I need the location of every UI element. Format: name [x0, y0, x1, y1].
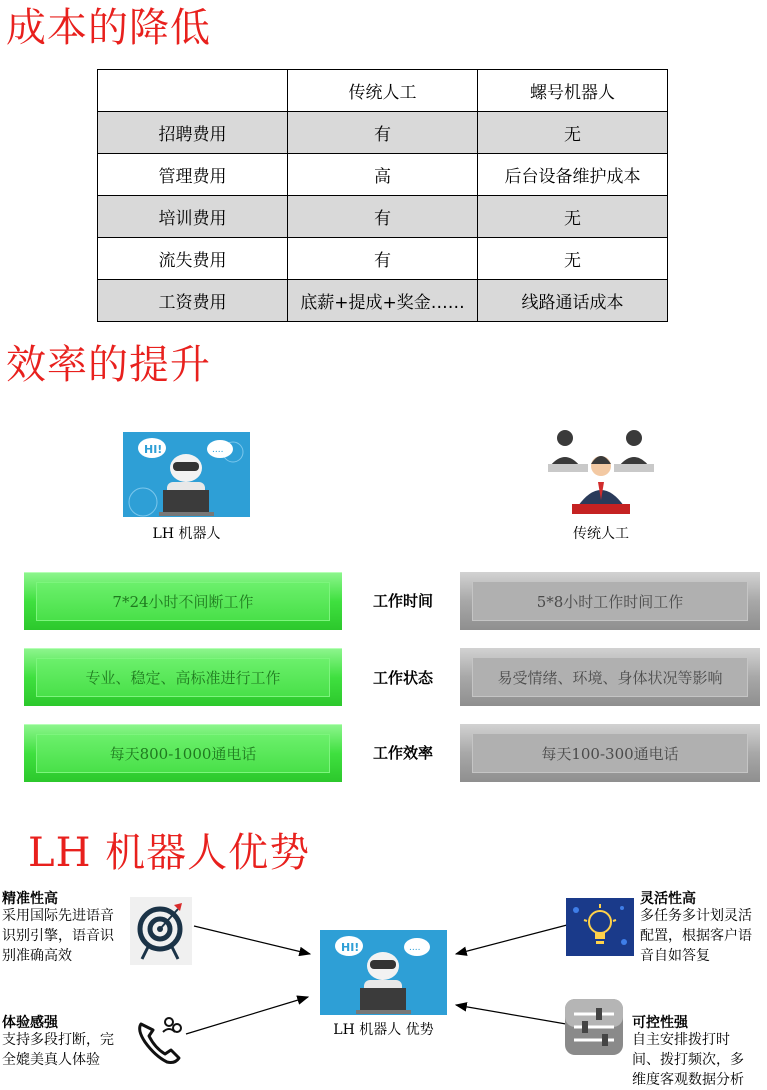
work-time-label: 工作时间 — [372, 592, 433, 610]
table-cell: 后台设备维护成本 — [478, 154, 668, 196]
phone-icon — [133, 1010, 185, 1066]
accuracy-desc-line: 别准确高效 — [2, 948, 72, 964]
table-cell: 工资费用 — [98, 280, 288, 322]
control-title: 可控性强 — [632, 1015, 688, 1031]
cost-title: 成本的降低 — [6, 5, 211, 51]
human-work-efficiency-text: 每天100-300通电话 — [472, 733, 748, 773]
human-work-time-text: 5*8小时工作时间工作 — [472, 581, 748, 621]
table-cell: 管理费用 — [98, 154, 288, 196]
accuracy-desc-line: 采用国际先进语音 — [2, 908, 114, 924]
experience-desc — [2, 1030, 114, 1070]
table-cell: 传统人工 — [288, 70, 478, 112]
table-cell: 培训费用 — [98, 196, 288, 238]
accuracy-title: 精准性高 — [2, 891, 58, 907]
accuracy-desc — [2, 906, 114, 966]
control-desc-line: 间、拨打频次，多 — [632, 1052, 744, 1068]
table-cell: 无 — [478, 196, 668, 238]
flexibility-title: 灵活性高 — [640, 891, 696, 907]
control-desc-line: 自主安排拨打时 — [632, 1032, 730, 1048]
hi-bubble-text: HI! — [341, 941, 360, 954]
flexibility-desc-line: 多任务多计划灵活 — [640, 908, 752, 924]
robot-work-state-text: 专业、稳定、高标准进行工作 — [36, 658, 330, 697]
hi-bubble-text: HI! — [144, 443, 163, 456]
flexibility-desc — [640, 906, 752, 966]
table-cell: 有 — [288, 238, 478, 280]
human-work-state-text: 易受情绪、环境、身体状况等影响 — [472, 657, 748, 697]
robot-caption: LH 机器人 — [152, 526, 221, 542]
table-cell: 流失费用 — [98, 238, 288, 280]
accuracy-desc-line: 识别引擎，语音识 — [2, 928, 114, 944]
table-cell: 底薪+提成+奖金…… — [288, 280, 478, 322]
flexibility-desc-line: 音自如答复 — [640, 948, 710, 964]
table-cell: 招聘费用 — [98, 112, 288, 154]
lightbulb-icon — [566, 898, 634, 956]
experience-desc-line: 支持多段打断，完 — [2, 1032, 114, 1048]
sliders-icon — [564, 998, 624, 1056]
robot-work-time-text: 7*24小时不间断工作 — [36, 582, 330, 621]
center-robot-image — [320, 930, 447, 1015]
table-cell: 无 — [478, 112, 668, 154]
svg-text:....: .... — [212, 445, 224, 455]
table-cell: 有 — [288, 112, 478, 154]
table-cell: 有 — [288, 196, 478, 238]
center-caption: LH 机器人 优势 — [333, 1022, 434, 1038]
efficiency-title: 效率的提升 — [6, 342, 211, 388]
table-cell: 高 — [288, 154, 478, 196]
flexibility-desc-line: 配置，根据客户语 — [640, 928, 752, 944]
control-desc-line: 维度客观数据分析 — [632, 1072, 744, 1088]
table-cell: 螺号机器人 — [478, 70, 668, 112]
experience-title: 体验感强 — [2, 1015, 58, 1031]
table-cell: 线路通话成本 — [478, 280, 668, 322]
operators-caption: 传统人工 — [573, 526, 629, 542]
table-cell: 无 — [478, 238, 668, 280]
experience-desc-line: 全媲美真人体验 — [2, 1052, 100, 1068]
work-efficiency-label: 工作效率 — [372, 744, 433, 762]
robot-work-efficiency-text: 每天800-1000通电话 — [36, 734, 330, 773]
work-state-label: 工作状态 — [372, 669, 433, 687]
svg-text:....: .... — [409, 943, 421, 953]
control-desc — [632, 1030, 744, 1090]
target-icon — [130, 897, 192, 965]
advantage-title: LH 机器人优势 — [28, 830, 311, 876]
